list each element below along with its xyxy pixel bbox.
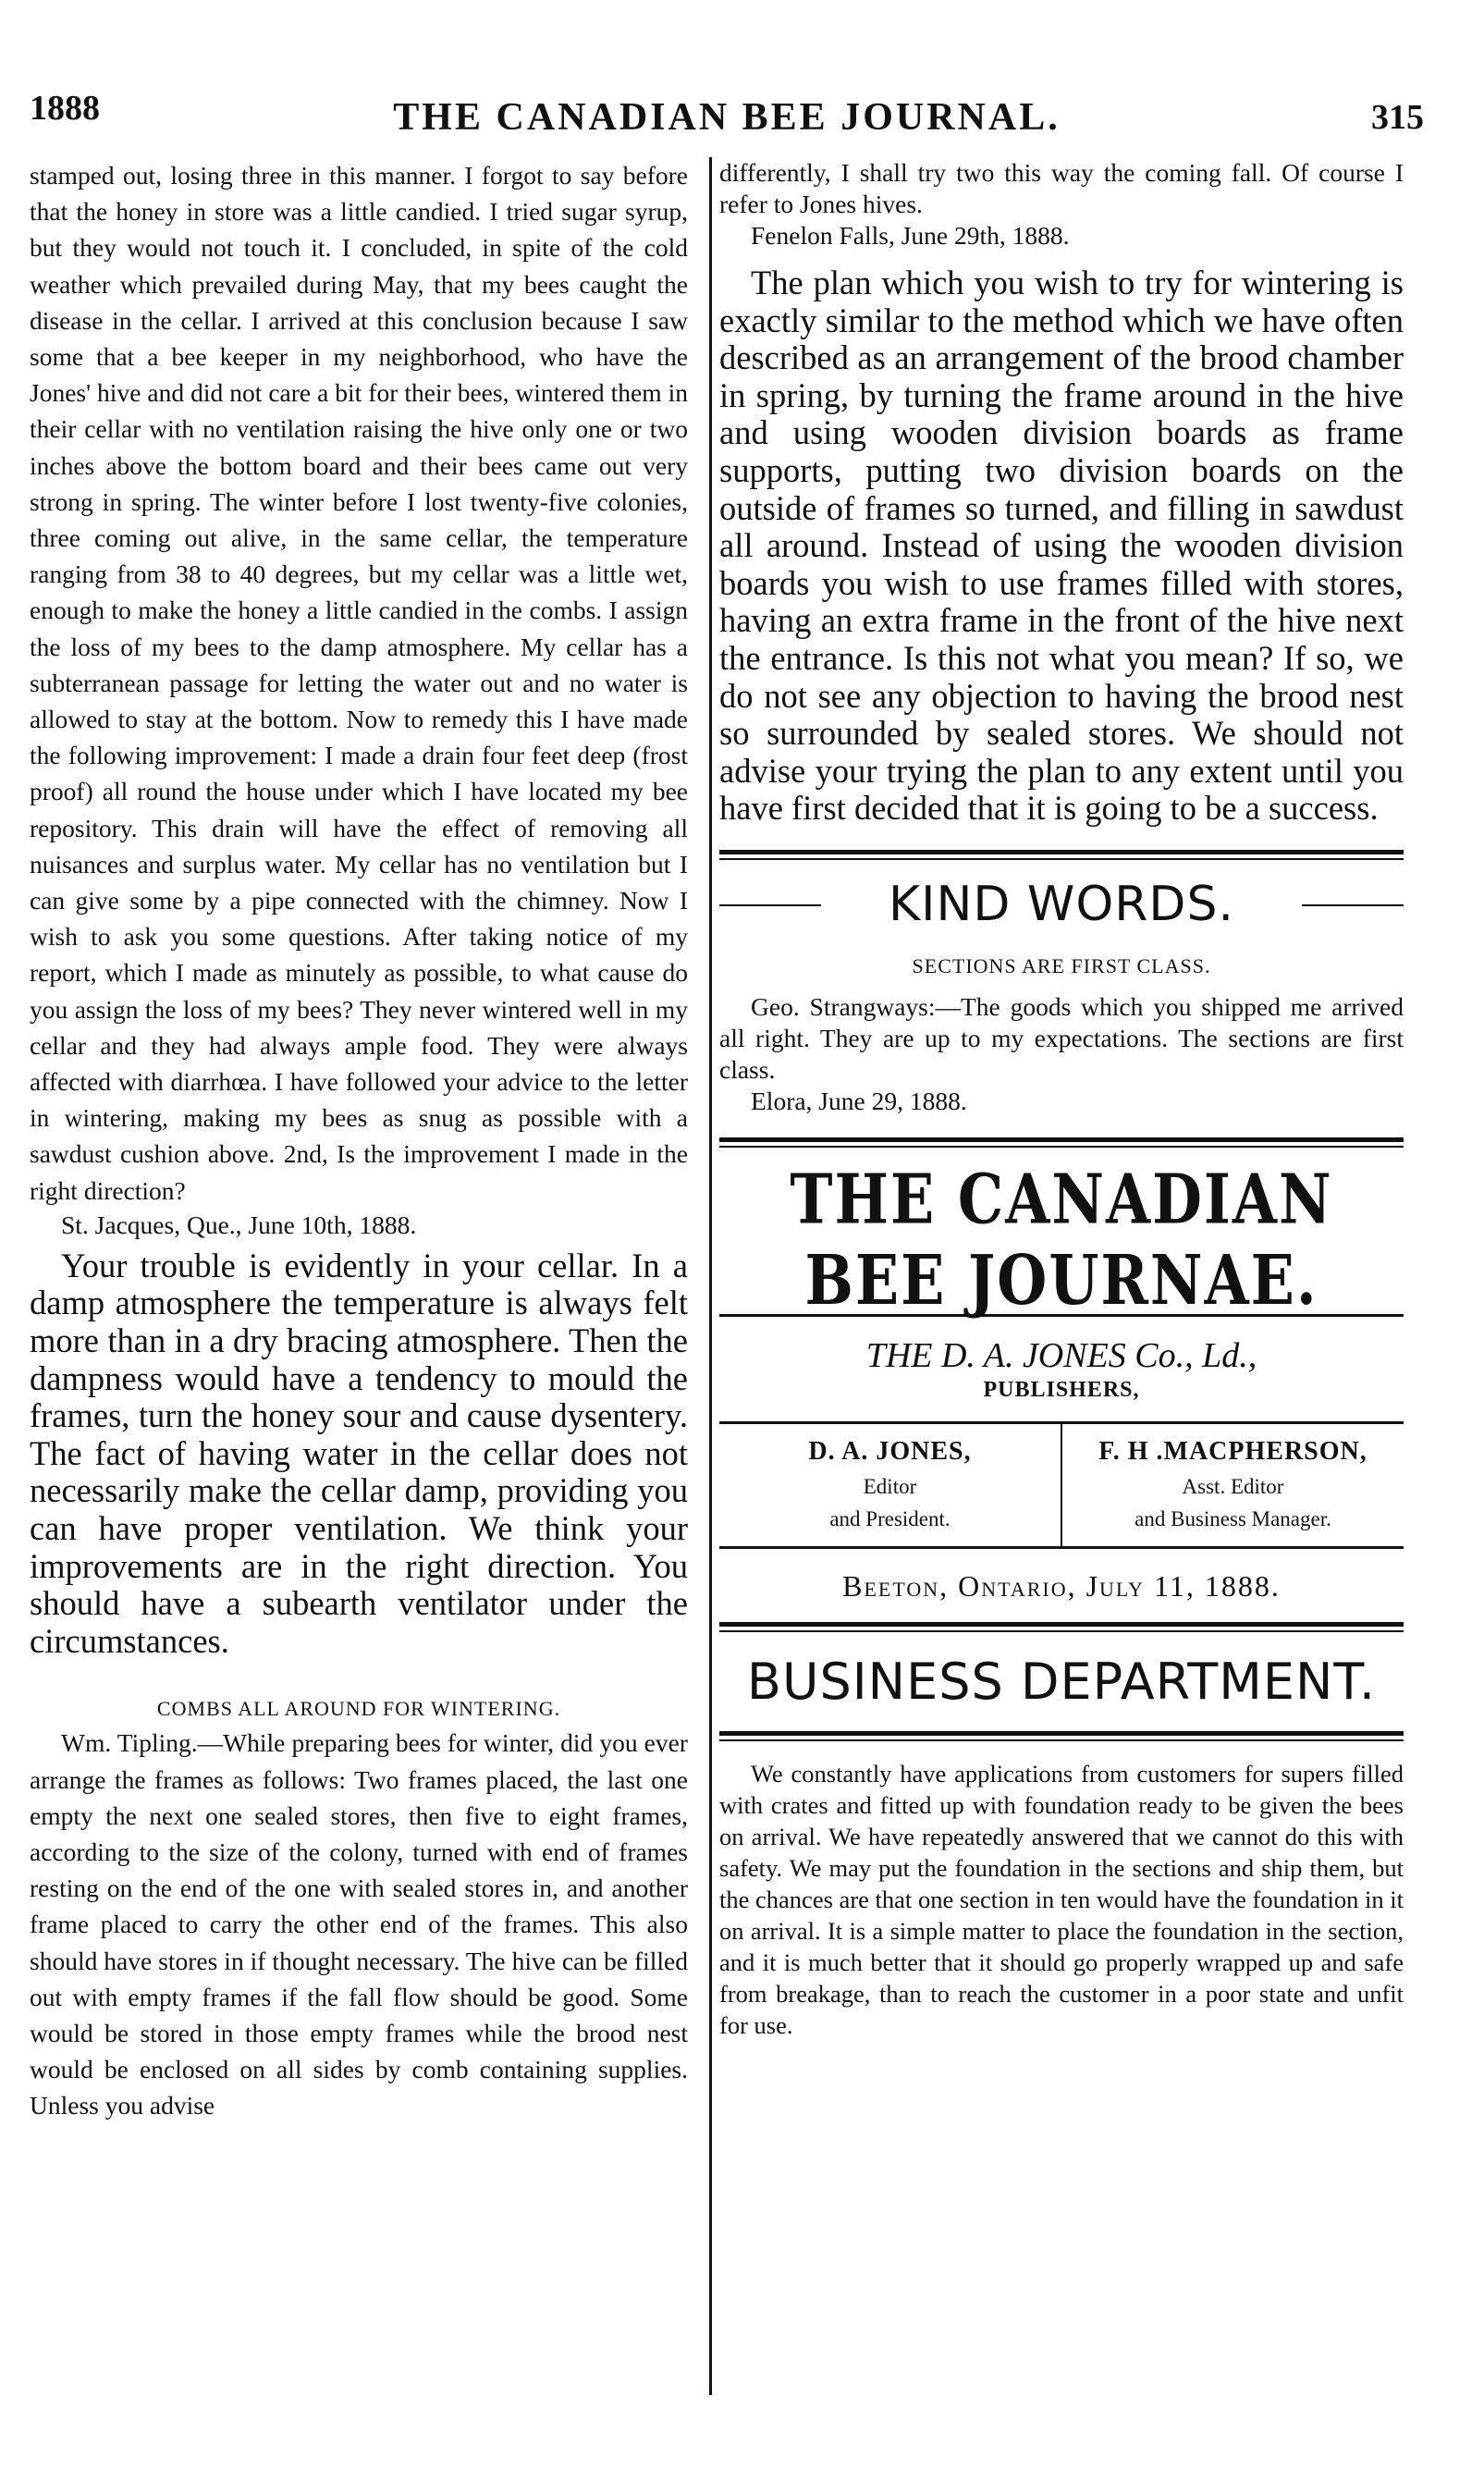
header-title: THE CANADIAN BEE JOURNAL. — [393, 96, 1061, 139]
editor-reply-damp-cellar: Your trouble is evidently in your cellar. In a damp atmosphere the temperature is always felt more than in a dry bracing atmosphere. Then the dampness would have a tendency to mould the frames, turn the honey sour and cause dysentery. The fact of having water in the cellar does not necessarily make the cellar damp, providing you can have proper ventilation. We think your improvements are in the right direction. You should have a subearth ventilator under the circumstances. — [30, 1246, 688, 1660]
left-column — [30, 157, 688, 2124]
masthead-title: THE CANADIAN BEE JOURNAE. — [790, 1158, 1333, 1321]
strangways-signoff: Elora, June 29, 1888. — [751, 1086, 967, 1115]
strangways-paragraph: Geo. Strangways:—The goods which you shipped me arrived all right. They are up to my expectations. The sections are first class. — [719, 991, 1404, 1084]
editor-cell — [719, 1424, 1061, 1546]
staff-box — [719, 1421, 1404, 1549]
editor-name: D. A. JONES, — [808, 1436, 972, 1466]
editor-role-line-2: and President. — [829, 1506, 950, 1530]
manager-name: F. H .MACPHERSON, — [1098, 1436, 1367, 1466]
business-rule-top — [719, 1622, 1404, 1632]
column-divider — [709, 157, 712, 2395]
business-department-title: BUSINESS DEPARTMENT. — [746, 1652, 1377, 1711]
section-rule — [719, 850, 1404, 860]
running-header — [30, 88, 1424, 153]
manager-role-line-1: Asst. Editor — [1182, 1474, 1284, 1498]
business-rule-bottom — [719, 1731, 1404, 1741]
letter-paragraph: stamped out, losing three in this manner. I forgot to say before that the honey in store was a little candied. I tried sugar syrup, but they would not touch it. I concluded, in spite of the cold weather which prevailed during May, that my bees caught the disease in the cellar. I arrived at this conclusion because I saw some that a bee keeper in my neighborhood, who have the Jones' hive and did not care a bit for their bees, wintered them in their cellar with no ventilation raising the hive only one or two inches above the bottom board and their bees came out very strong in spring. The winter before I lost twenty-five colonies, three coming out alive, in the same cellar, the temperature ranging from 38 to 40 degrees, but my cellar was a little wet, enough to make the honey a little candied in the combs. I assign the loss of my bees to the damp atmosphere. My cellar has a subterranean passage for letting the water out and no water is allowed to stay at the bottom. Now to remedy this I have made the following improvement: I made a drain four feet deep (frost proof) all round the house under which I have located my bee repository. This drain will have the effect of removing all nuisances and surplus water. My cellar has no ventilation but I can give some by a pipe connected with the chimney. Now I wish to ask you some questions. After taking notice of my report, which I made as minutely as possible, to what cause do you assign the loss of my bees? They never wintered well in my cellar and they had always ample food. They were always affected with diarrhœa. I have followed your advice to the letter in wintering, making my bees as snug as possible with a sawdust cushion above. 2nd, Is the improvement I made in the right direction? — [30, 161, 688, 1205]
combs-heading: COMBS ALL AROUND FOR WINTERING. — [156, 1697, 561, 1721]
kind-words-title: KIND WORDS. — [719, 877, 1404, 932]
header-year: 1888 — [30, 89, 100, 128]
editor-role-line-1: Editor — [863, 1474, 917, 1498]
business-paragraph: We constantly have applications from customers for supers filled with crates and fitted up with foundation ready to be given the bees on arrival. We have repeatedly answered that we cannot do this with safety. We may put the foundation in the sections and ship them, but the chances are that one section in ten would have the foundation in it on arrival. It is a simple matter to place the foundation in the section, and it is much better that it should go properly wrapped up and safe from breakage, than to reach the customer in a poor state and unfit for use. — [719, 1759, 1404, 2039]
publishers-label: PUBLISHERS, — [983, 1377, 1140, 1402]
publisher-name: THE D. A. JONES Co., Ld., — [865, 1335, 1257, 1375]
masthead-rule-top — [719, 1137, 1404, 1148]
manager-role-line-2: and Business Manager. — [1134, 1506, 1331, 1530]
right-column — [719, 157, 1404, 2041]
header-page-number: 315 — [1371, 98, 1424, 137]
combs-paragraph: Wm. Tipling.—While preparing bees for winter, did you ever arrange the frames as follows: Two frames placed, the last one empty the next one sealed stores, then five to eight frames, according to the size of the colony, turned with end of frames resting on the end of the one with sealed stores in, and another frame placed to carry the other end of the frames. This also should have stores in if thought necessary. The hive can be filled out with empty frames if the fall flow should be good. Some would be stored in those empty frames while the brood nest would be enclosed on all sides by comb containing supplies. Unless you advise — [30, 1728, 688, 2120]
combs-continued: differently, I shall try two this way the coming fall. Of course I refer to Jones hives. — [719, 158, 1404, 218]
sections-heading: SECTIONS ARE FIRST CLASS. — [912, 953, 1211, 977]
dateline: Beeton, Ontario, July 11, 1888. — [842, 1568, 1281, 1603]
editor-reply-wintering-plan: The plan which you wish to try for wintering is exactly similar to the method which we have often described as an arrangement of the brood chamber in spring, by turning the frame around in the hive and using wooden division boards as frame supports, putting two division boards on the outside of frames so turned, and filling in sawdust all around. Instead of using the wooden division boards you wish to use frames filled with stores, having an extra frame in the front of the hive next the entrance. Is this not what you mean? If so, we do not see any objection to having the brood nest so surrounded by sealed stores. We should not advise your trying the plan to any extent until you have first decided that it is going to be a success. — [719, 264, 1404, 828]
letter-signoff: St. Jacques, Que., June 10th, 1888. — [61, 1210, 417, 1239]
manager-cell — [1061, 1424, 1404, 1546]
combs-signoff: Fenelon Falls, June 29th, 1888. — [751, 221, 1070, 250]
